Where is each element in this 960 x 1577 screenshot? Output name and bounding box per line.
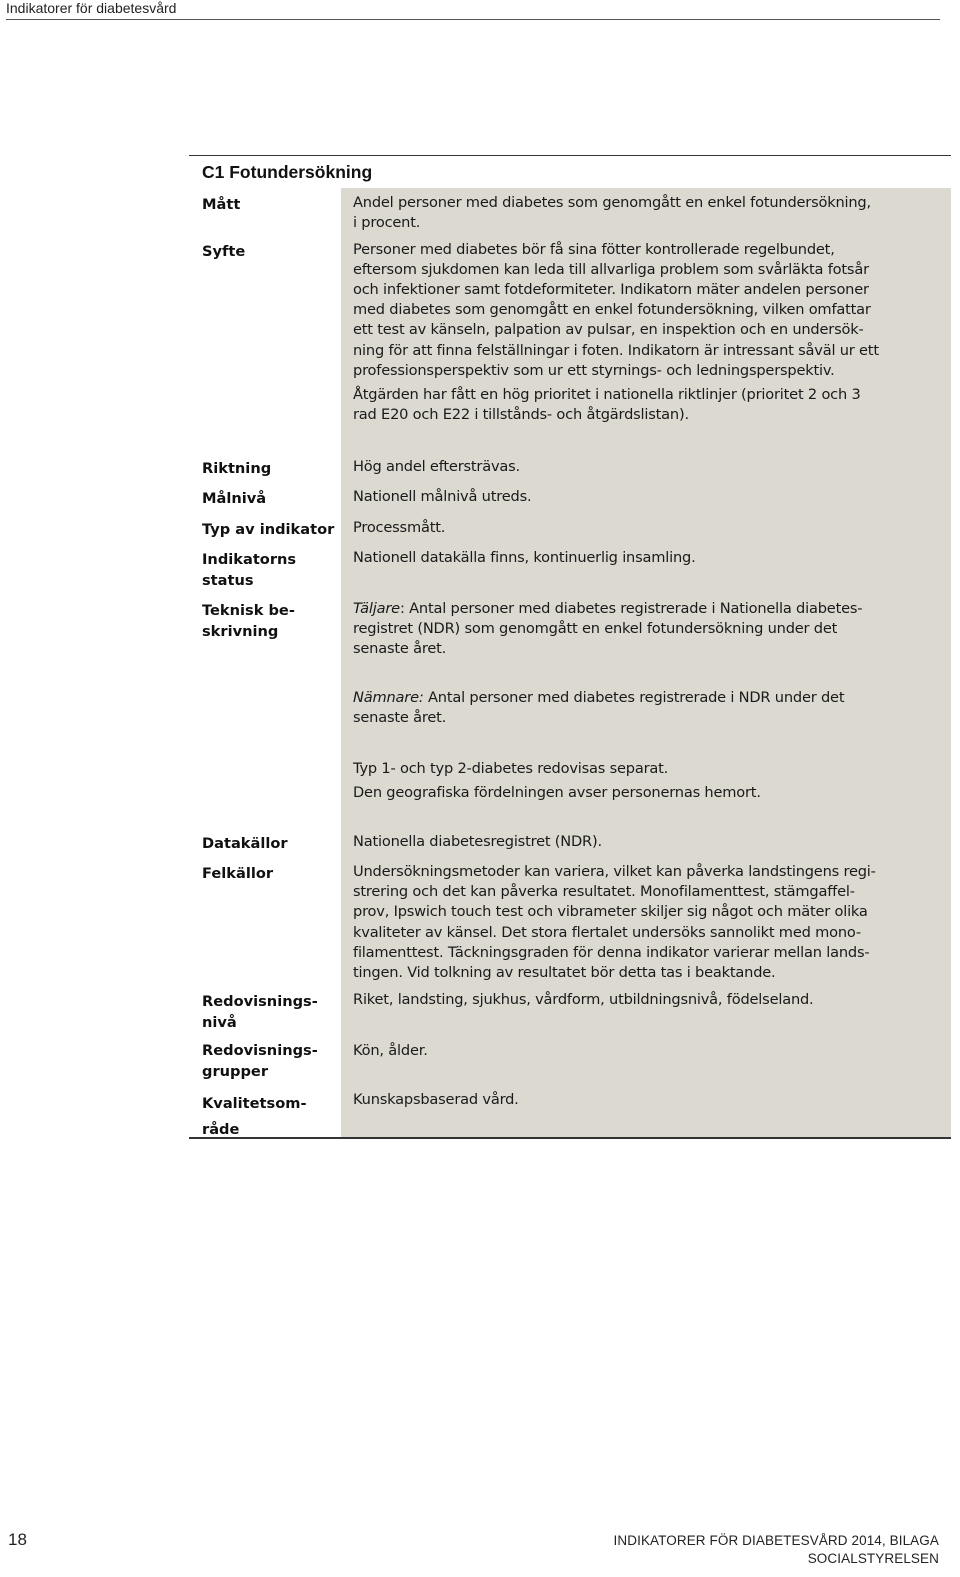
label-redovisningsgrupper: Redovisnings- grupper	[202, 1042, 318, 1080]
value-redovisningsniva: Riket, landsting, sjukhus, vårdform, utbildningsnivå, födelseland.	[353, 991, 814, 1008]
label-syfte: Syfte	[202, 243, 246, 260]
value-taljare: Täljare: Antal personer med diabetes registrerade i Nationella diabetes- registret (NDR) som genomgått en enkel fotundersökning under det senaste året.	[353, 599, 863, 657]
value-indikatorns-status: Nationell datakälla finns, kontinuerlig insamling.	[353, 549, 696, 566]
footer-line-1: INDIKATORER FÖR DIABETESVÅRD 2014, BILAGA	[613, 1533, 939, 1548]
label-redovisningsniva: Redovisnings- nivå	[202, 993, 318, 1031]
value-redovisningsgrupper: Kön, ålder.	[353, 1042, 428, 1059]
label-matt: Mått	[202, 196, 241, 213]
label-indikatorns-status: Indikatorns status	[202, 551, 297, 589]
taljare-term: Täljare	[353, 599, 400, 617]
label-typ-av-indikator: Typ av indikator	[202, 521, 335, 538]
label-felkallor: Felkällor	[202, 865, 274, 882]
value-syfte: Personer med diabetes bör få sina fötter kontrollerade regelbundet, eftersom sjukdomen kan leda till allvarliga problem som svårläkta fotsår och infektioner samt fotdeformiteter. Indikatorn mäter andelen personer med diabetes som genomgått en enkel fotundersökning, vilken omfattar ett test av känseln, palpation av pulsar, en inspektion och en undersök- ning för att finna felställningar i foten. Indikatorn är intressant såväl ur ett professionsperspektiv som ur ett styrnings- och ledningsperspektiv. Åtgärden har fått en hög prioritet i nationella riktlinjer (prioritet 2 och 3 rad E20 och E22 i tillstånds- och åtgärdslistan).	[353, 240, 879, 424]
footer	[614, 1532, 939, 1568]
page-number: 18	[8, 1530, 27, 1549]
value-datakallor: Nationella diabetesregistret (NDR).	[353, 833, 602, 850]
value-notes: Typ 1- och typ 2-diabetes redovisas separat. Den geografiska fördelningen avser personernas hemort.	[353, 760, 761, 801]
table-top-rule	[189, 155, 951, 156]
value-riktning: Hög andel eftersträvas.	[353, 457, 520, 475]
value-typ-av-indikator: Processmått.	[353, 518, 446, 536]
label-malniva: Målnivå	[202, 490, 267, 507]
section-title: C1 Fotundersökning	[202, 162, 373, 182]
value-matt: Andel personer med diabetes som genomgått en enkel fotundersökning, i procent.	[353, 194, 871, 232]
value-felkallor: Undersökningsmetoder kan variera, vilket kan påverka landstingens regi- strering och det kan påverka resultatet. Monofilamenttest, stämgaffel- prov, Ipswich touch test och vibrameter skiljer sig något och mäter olika kvaliteter av känsel. Det stora flertalet undersöks sannolikt med mono- filamenttest. Täckningsgraden för denna indikator varierar mellan lands- tingen. Vid tolkning av resultatet bör detta tas i beaktande.	[353, 863, 876, 982]
value-namnare: Nämnare: Antal personer med diabetes registrerade i NDR under det senaste året.	[353, 689, 845, 727]
namnare-term: Nämnare:	[353, 689, 424, 706]
footer-line-2: SOCIALSTYRELSEN	[807, 1551, 939, 1566]
label-teknisk-beskrivning: Teknisk be- skrivning	[202, 602, 295, 640]
label-datakallor: Datakällor	[202, 835, 288, 852]
running-header: Indikatorer för diabetesvård	[6, 0, 940, 20]
value-malniva: Nationell målnivå utreds.	[353, 488, 532, 505]
label-kvalitetsomrade: Kvalitetsom- råde	[202, 1095, 307, 1138]
label-riktning: Riktning	[202, 460, 272, 477]
value-kvalitetsomrade: Kunskapsbaserad vård.	[353, 1091, 519, 1108]
